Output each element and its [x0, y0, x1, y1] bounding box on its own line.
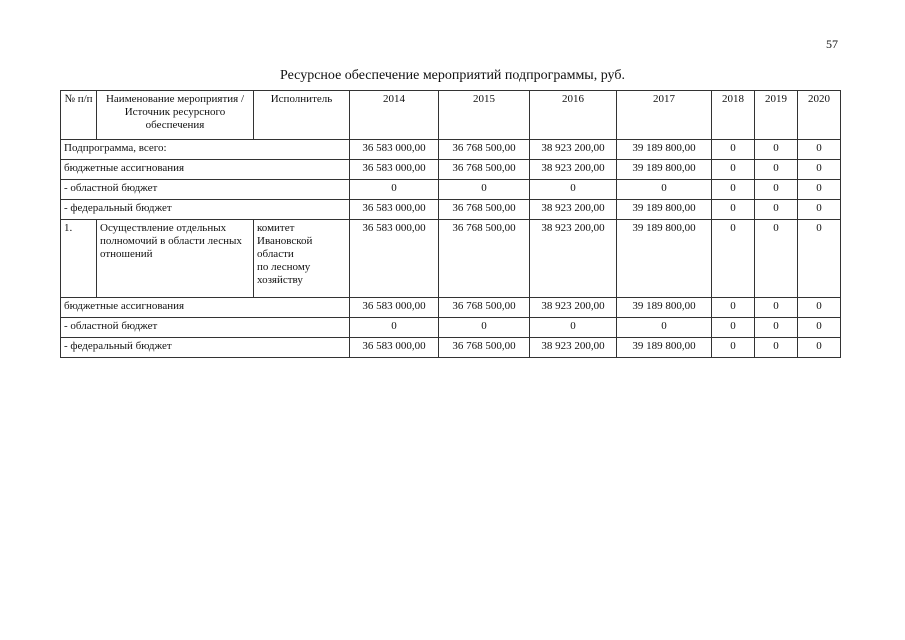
executor-line: комитет — [257, 222, 295, 234]
activity-name: Осуществление отдельных полномочий в области лесных отношений — [97, 220, 254, 298]
header-2020: 2020 — [798, 91, 841, 140]
cell-2019: 0 — [755, 200, 798, 220]
cell-2018: 0 — [712, 180, 755, 200]
header-2014: 2014 — [350, 91, 439, 140]
table-row — [61, 338, 841, 358]
cell-2017: 0 — [617, 318, 712, 338]
cell-2015: 36 768 500,00 — [439, 338, 530, 358]
cell-2016: 38 923 200,00 — [530, 338, 617, 358]
cell-2020: 0 — [798, 298, 841, 318]
activity-executor — [254, 220, 350, 298]
cell-2020: 0 — [798, 140, 841, 160]
executor-line: по лесному — [257, 261, 311, 273]
cell-2016: 38 923 200,00 — [530, 298, 617, 318]
cell-2018: 0 — [712, 160, 755, 180]
cell-2020: 0 — [798, 338, 841, 358]
table-row — [61, 180, 841, 200]
row-label: бюджетные ассигнования — [61, 298, 350, 318]
cell-2017: 39 189 800,00 — [617, 160, 712, 180]
cell-2016: 38 923 200,00 — [530, 220, 617, 298]
table-row-activity — [61, 220, 841, 298]
cell-2016: 38 923 200,00 — [530, 160, 617, 180]
cell-2015: 36 768 500,00 — [439, 160, 530, 180]
cell-2017: 39 189 800,00 — [617, 140, 712, 160]
cell-2019: 0 — [755, 338, 798, 358]
cell-2020: 0 — [798, 220, 841, 298]
header-2016: 2016 — [530, 91, 617, 140]
cell-2018: 0 — [712, 140, 755, 160]
header-2017: 2017 — [617, 91, 712, 140]
cell-2018: 0 — [712, 338, 755, 358]
resource-table — [60, 90, 841, 358]
cell-2014: 36 583 000,00 — [350, 200, 439, 220]
cell-2017: 39 189 800,00 — [617, 200, 712, 220]
cell-2014: 36 583 000,00 — [350, 160, 439, 180]
cell-2015: 36 768 500,00 — [439, 200, 530, 220]
executor-line: области — [257, 248, 294, 260]
cell-2015: 36 768 500,00 — [439, 140, 530, 160]
header-2018: 2018 — [712, 91, 755, 140]
cell-2016: 38 923 200,00 — [530, 200, 617, 220]
cell-2014: 36 583 000,00 — [350, 140, 439, 160]
executor-line: хозяйству — [257, 274, 303, 286]
table-row — [61, 160, 841, 180]
page-number: 57 — [826, 37, 838, 51]
cell-2019: 0 — [755, 180, 798, 200]
row-label: Подпрограмма, всего: — [61, 140, 350, 160]
header-executor: Исполнитель — [254, 91, 350, 140]
cell-2019: 0 — [755, 160, 798, 180]
cell-2019: 0 — [755, 140, 798, 160]
cell-2017: 39 189 800,00 — [617, 338, 712, 358]
row-label: - областной бюджет — [61, 180, 350, 200]
cell-2015: 0 — [439, 180, 530, 200]
cell-2014: 0 — [350, 180, 439, 200]
row-label: бюджетные ассигнования — [61, 160, 350, 180]
header-name: Наименование мероприятия / Источник ресурсного обеспечения — [97, 91, 254, 140]
row-label: - федеральный бюджет — [61, 200, 350, 220]
row-label: - областной бюджет — [61, 318, 350, 338]
cell-2017: 39 189 800,00 — [617, 220, 712, 298]
cell-2016: 0 — [530, 180, 617, 200]
cell-2017: 39 189 800,00 — [617, 298, 712, 318]
cell-2014: 36 583 000,00 — [350, 338, 439, 358]
cell-2015: 36 768 500,00 — [439, 298, 530, 318]
table-row — [61, 318, 841, 338]
cell-2018: 0 — [712, 220, 755, 298]
table-header-row — [61, 91, 841, 140]
header-2019: 2019 — [755, 91, 798, 140]
row-label: - федеральный бюджет — [61, 338, 350, 358]
cell-2014: 36 583 000,00 — [350, 298, 439, 318]
cell-2017: 0 — [617, 180, 712, 200]
cell-2018: 0 — [712, 298, 755, 318]
page-title: Ресурсное обеспечение мероприятий подпрограммы, руб. — [280, 68, 625, 83]
cell-2019: 0 — [755, 220, 798, 298]
table-row — [61, 200, 841, 220]
table-row — [61, 140, 841, 160]
cell-2016: 0 — [530, 318, 617, 338]
cell-2019: 0 — [755, 298, 798, 318]
header-2015: 2015 — [439, 91, 530, 140]
cell-2020: 0 — [798, 200, 841, 220]
cell-2018: 0 — [712, 200, 755, 220]
cell-2020: 0 — [798, 160, 841, 180]
table-row — [61, 298, 841, 318]
activity-number: 1. — [61, 220, 97, 298]
cell-2019: 0 — [755, 318, 798, 338]
cell-2016: 38 923 200,00 — [530, 140, 617, 160]
header-num: № п/п — [61, 91, 97, 140]
cell-2020: 0 — [798, 180, 841, 200]
cell-2018: 0 — [712, 318, 755, 338]
cell-2014: 0 — [350, 318, 439, 338]
cell-2015: 0 — [439, 318, 530, 338]
executor-line: Ивановской — [257, 235, 313, 247]
cell-2014: 36 583 000,00 — [350, 220, 439, 298]
cell-2015: 36 768 500,00 — [439, 220, 530, 298]
cell-2020: 0 — [798, 318, 841, 338]
